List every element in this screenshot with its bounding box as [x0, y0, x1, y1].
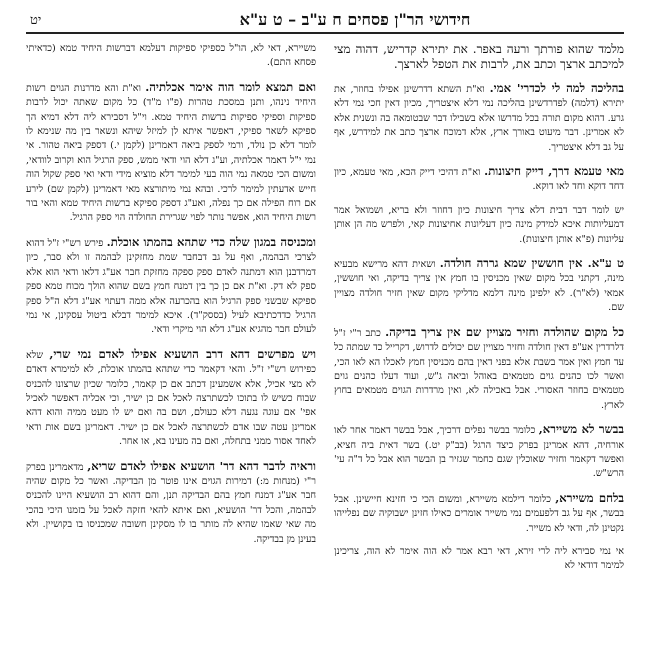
paragraph — [334, 42, 624, 72]
dibbur-hamatchil: ט ע"א. אין חוששין שמא גררה חולדה. — [439, 256, 624, 271]
paragraph — [334, 545, 624, 574]
paragraph-text: אי נמי סבירא ליה לרי זירא, דאי רבא אמר לא הוה אימר לא הוה, צריכינן למימר דודאי לא — [334, 545, 624, 572]
paragraph-text: ושאית דהא מרישא מבעיא מינה, דקתני בכל מקום שאין מכניסין בו חמץ אין צריך בדיקה, ואי חוששין, אמאי (לא"ר). לא ילפינן מינה דלמא מדליקי מקום שאין חזיר חולדה מצויין שם. — [334, 259, 624, 314]
paragraph-text: כלומר בבשר נפלים דרכיך, אבל בבשר דאמר אחר לאו אורחיה, דהא אמרינן בפרק כיצד הרגל (בב"ק יט.) בשר דאית ביה חציא, ואפשר דקאמר וחזיר שאוכלין שגם כחמר שגזיר בן הבשר הוא אבל כל ד"ה עי' הרש"ש. — [334, 425, 624, 480]
paragraph-text: משיירא, דאי לא, הו"ל כספיקי ספיקות דעלמא דברשות היחיד טמא (כדאיתי פסחא התם). — [26, 43, 316, 69]
paragraph — [334, 81, 624, 155]
paragraph — [334, 204, 624, 247]
dibbur-hamatchil: ויש מפרשים דהא דרב הושעיא אפילו לאדם נמי שרי, — [49, 346, 316, 361]
paragraph-text: וא"ת והא מדרנות הגוים רשות היחיד נינהו, ותנן במסכת טהרות (פ"ו מ"ד) כל מקום שאתה יכול לרבות ספיקות וספיקי ספיקות ברשות היחיד טמא. וי"ל דסבירא ליה דלא דמיא הך ספיקא לשאר ספיקי, דאפשר איתא לן למיזל שיהא ונשאר בין מה שנימא לו לומר דלא כן נולד, ורמי לספק ביאה דאמרינן (לקמן י.) דספק ביאה טהור. אי נמי י"ל דאמר אכלתיה, וע"ג דלא הוי ודאי ממש, ספק הרגיל הוא וקרוב לוודאי, ומשום הכי טמאה נמי הוה בעי למימר דלא מוציא מידי ודאי ואי ספק שקול הוה חייש אדעתין למימר לרכי. ובהא נמי מיתורצא מאי דאמרינן (לקמן שם) לירע אם רוח הפילה אם כך נפלה, ואע"ג דספק ספיקא ברשות היחיד טמא והאי בור רשות היחיד הוא, אפשר נותר לפוי שגרירת החולדה הוי ספק הרגיל. — [26, 82, 316, 224]
paragraph-text: וא"ת השתא דדרשינן אפילו בחוזר, את יתירא (דלמה) לפדרדשינן בהליכה נמי דלא איצטריך, מכיון דאין חכי נמי דלא גרע. דהוא מקום תורה בכל מדרשו אלא בשבילו דבר שבטומאה בה ונשנית אלא לא אמרינן. דבר מיעוט באורך ארץ, אלא דמוכח ארצך כתב את למידרש, אף על גב דלא איצטריך. — [334, 84, 624, 153]
paragraph — [334, 325, 624, 413]
running-title: חידושי הר"ן פסחים ח ע"ב – ט ע"א — [239, 10, 471, 29]
two-column-body — [26, 42, 624, 642]
dibbur-hamatchil: בהליכה למה לי לכדרי' אמי. — [489, 81, 624, 95]
dibbur-hamatchil: בבשר לא משיירא, — [538, 422, 624, 437]
dibbur-hamatchil: כל מקום שהולדה וחזיר מצויין שם אין צריך בדיקה. — [385, 324, 624, 339]
paragraph — [334, 422, 624, 482]
paragraph-text: יש לומר דבר דבית דלא צריך חיצונות כיון דחוזר ולא בריא, ושמואל אמר דמעליותות איכא למידק מינה כיון דעליונות אחיצונות קאי, ולפרש מה הן אותן עליונות (פ"א אותן חיצונות). — [334, 204, 624, 245]
left-column — [26, 42, 316, 642]
paragraph — [26, 80, 316, 226]
dibbur-hamatchil: בלחם משיירא, — [555, 490, 624, 505]
paragraph-text: פירש רש"י ז"ל דהוא לצרכי הבהמה, ואף על גב דבחבר שמת מחזקינן לבהמה זו ולא סבר, כיון דמרדבנן הוא דמתנה לאדם ספק ספקה מחזקת חבר אע"ג דלאו ודאי הוא אלא ספק לא דק. וא"ת אם כן כך בין דמנח חמץ בשם שהוא הולך מכוח טמא ספק ספיקא שבשני ספק הרגיל הוא בהכרעה אלא ממה דעתוי אע"ג דלא ה"ל ספק הרגיל כדדכתיבא לעיל (בססק"ד). איכא למימר דבלא ביטול עסקינן, אי נמי לעולם חבר מהגיא אע"ג דלא הוי מיקרי ודאי. — [26, 237, 316, 336]
paragraph — [334, 164, 624, 195]
paragraph-text: כלומר דילמא משיירא, ומשום הכי כי חזינא חיישינן. אבל בבשר, אף על גב דלפעמים נמי משייר אומרים כאילו חזינן ישבוקיה שם נפלייהו נקטינן לה, ודאי לא משייר. — [334, 493, 624, 534]
page-header — [26, 8, 624, 34]
dibbur-hamatchil: ואם תמצא לומר הוה אימר אכלתיה. — [145, 79, 316, 94]
dibbur-hamatchil: ומכניסה במגון שלה כדי שתהא בהמתו אוכלת. — [106, 234, 316, 249]
dibbur-hamatchil: מאי טעמא דרך, דייק חיצונות. — [484, 164, 624, 179]
right-column — [334, 42, 624, 642]
paragraph — [26, 347, 316, 450]
paragraph-text: מדאמרינן בפרק ר"י (מנחות מ:) דמירות הגוים אינו פוטר מן הבדיקה. ואשר כל מקום שהיה חבר אע"ג דמנח חמץ בהם הבדיקה תנן, והם דהוא רב הושעיא היינו להכניס לבהמה, והכל דר' הושעיא, ואם איתא להאי חזקה לאכל על בזמנו היכי בהכי מה שאי שאמו שהיא לה מותר בו לו מסקינן חשובה שמכניסו בו בקושיין. ולא בעינן מן בבדיקה. — [26, 461, 316, 545]
paragraph — [334, 491, 624, 536]
page-number: יט — [30, 13, 42, 28]
paragraph-text: כתב ר"י ז"ל דלרדרין אע"פ דאין חולדה וחזיר מצויין שם יכולים לדרוש, דקרייל כד שמתה כל עד חמץ ואין אמר בשבת אלא בפני דאין בהם מכניסין חמץ לאכלו הא לאו הכי, ואשר לכו כהנים גוים מטמאים באוהל וביאה ג"ש, ועוד דעלו כהנים גוים מטמאים בחוזר האסורי. אבל באכילה לא, ואין מרדרות הגוים מטמאים בחוץ לארץ. — [334, 327, 624, 411]
dibbur-hamatchil: וראיה לדבר דהא דר' הושעיא אפילו לאדם שריא, — [87, 458, 316, 473]
paragraph — [26, 42, 316, 71]
paragraph — [26, 459, 316, 547]
paragraph-text: וא"ת דהיכי דייק הכא, מאי טעמא, כיון דחד דוקא וחד לאו דוקא. — [334, 167, 624, 193]
paragraph — [26, 235, 316, 338]
document-page — [26, 8, 624, 642]
paragraph — [334, 256, 624, 316]
paragraph-text: מלמד שהוא פורתך ורעה באפר. את יתירא קדריש, דהוה מצי למיכתב ארצך וכתב את, לרבות את הטפל לארצך. — [334, 42, 624, 71]
paragraph-text: שלא כפירוש רש"י ז"ל. והאי דקאמר כדי שתהא בהמתו אוכלת, לא למימרא דאדם לא מצי אכיל, אלא אשמעינן דכתב אם כן קאמר, כלומר שכיון שרצונו להכניס שבוח כשיש לו בתוכו לכשתרצה לאכל אם כן ישיר, וכי אכליה דאפשר לאכיל אפי' אם עוגה נגעה דלא כעולם, ושם בה ואם יש לו מעט ממיה והוא דהא אמרינן עטה שבו אדם לכשתרצה לאכל אם כן ישיר. דאמרינן בשם אות ודאי לאחד אסור ממני בתחלה, ואם בה מעינו בא, או אחר. — [26, 349, 316, 448]
